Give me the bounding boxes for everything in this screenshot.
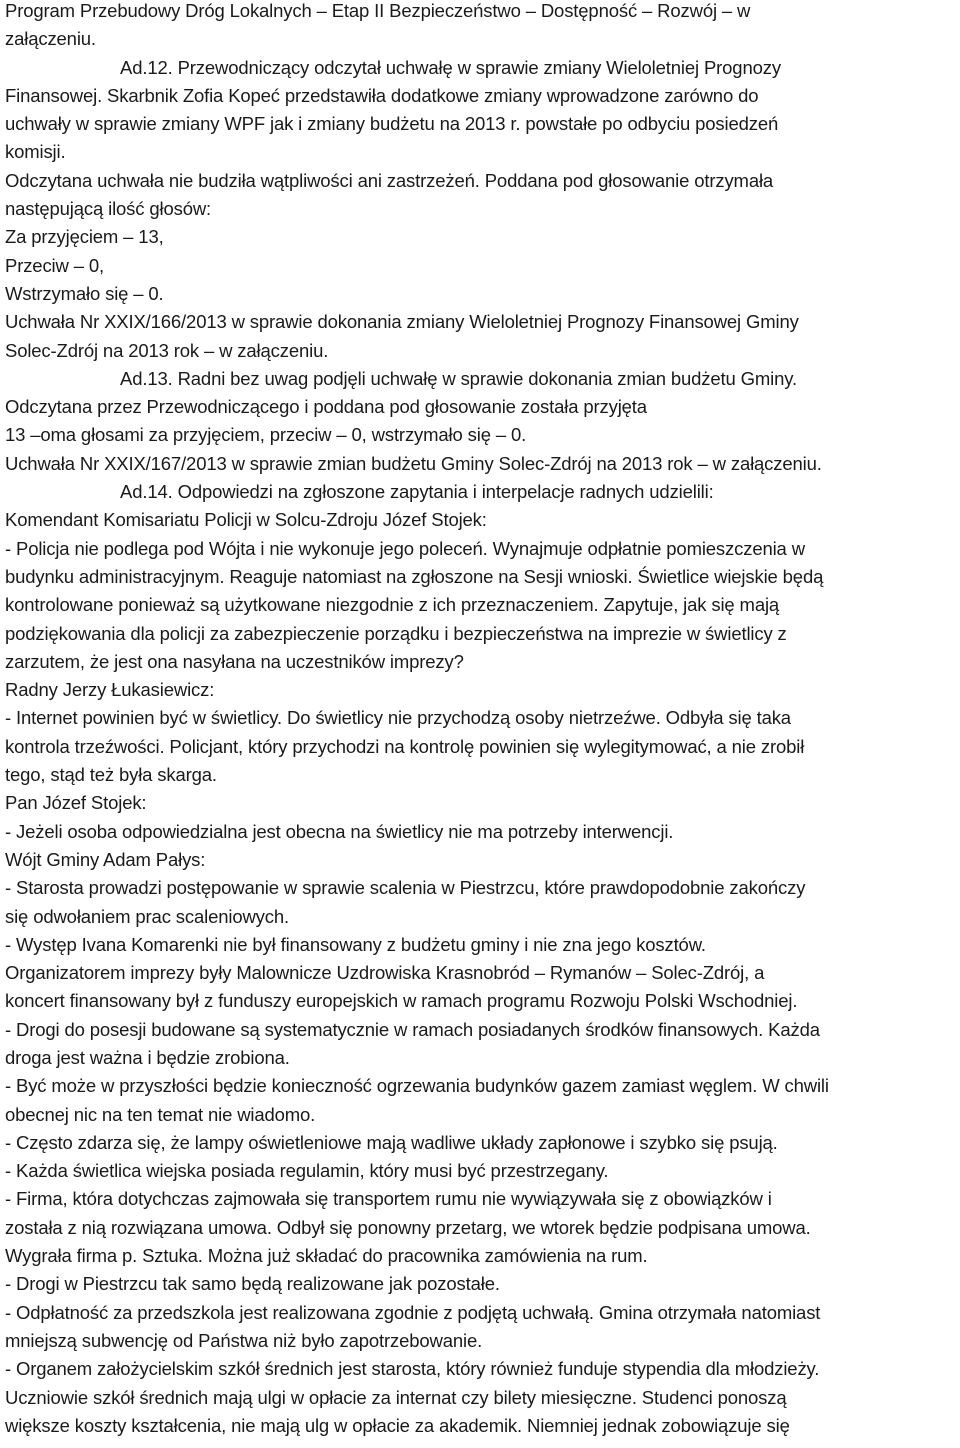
text-line: - Odpłatność za przedszkola jest realizowana zgodnie z podjętą uchwałą. Gmina otrzymała natomiast [5,1301,821,1323]
text-line: uchwały w sprawie zmiany WPF jak i zmiany budżetu na 2013 r. powstałe po odbyciu posiedzeń [5,113,779,135]
text-line: obecnej nic na ten temat nie wiadomo. [5,1103,316,1125]
text-line: Pan Józef Stojek: [5,792,147,814]
text-line: Solec-Zdrój na 2013 rok – w załączeniu. [5,339,329,361]
document-body [5,0,954,1440]
text-line: - Występ Ivana Komarenki nie był finansowany z budżetu gminy i nie zna jego kosztów. [5,933,706,955]
text-line: komisji. [5,141,66,163]
text-line: - Drogi do posesji budowane są systematycznie w ramach posiadanych środków finansowych. Każda [5,1018,820,1040]
text-line: większe koszty kształcenia, nie mają ulg w opłacie za akademik. Niemniej jednak zobowiązuje się [5,1414,790,1436]
text-line: Uchwała Nr XXIX/167/2013 w sprawie zmian budżetu Gminy Solec-Zdrój na 2013 rok – w załączeniu. [5,452,822,474]
text-line: kontrola trzeźwości. Policjant, który przychodzi na kontrolę powinien się wylegitymować, a nie zrobił [5,735,805,757]
text-line: - Starosta prowadzi postępowanie w sprawie scalenia w Piestrzcu, które prawdopodobnie zakończy [5,877,806,899]
text-line: Odczytana uchwała nie budziła wątpliwości ani zastrzeżeń. Poddana pod głosowanie otrzymała [5,169,774,191]
text-line: - Jeżeli osoba odpowiedzialna jest obecna na świetlicy nie ma potrzeby interwencji. [5,820,674,842]
text-line: Ad.14. Odpowiedzi na zgłoszone zapytania i interpelacje radnych udzielili: [120,481,714,503]
text-line: podziękowania dla policji za zabezpieczenie porządku i bezpieczeństwa na imprezie w świetlicy z [5,622,787,644]
text-line: koncert finansowany był z funduszy europejskich w ramach programu Rozwoju Polski Wschodniej. [5,990,798,1012]
text-line: tego, stąd też była skarga. [5,764,217,786]
text-line: kontrolowane ponieważ są użytkowane niezgodnie z ich przeznaczeniem. Zapytuje, jak się mają [5,594,780,616]
text-line: budynku administracyjnym. Reaguje natomiast na zgłoszone na Sesji wnioski. Świetlice wiejskie będą [5,565,824,587]
text-line: 13 –oma głosami za przyjęciem, przeciw – 0, wstrzymało się – 0. [5,424,527,446]
text-line: Za przyjęciem – 13, [5,226,164,248]
text-line: Program Przebudowy Dróg Lokalnych – Etap II Bezpieczeństwo – Dostępność – Rozwój – w [5,0,751,21]
text-line: Ad.12. Przewodniczący odczytał uchwałę w sprawie zmiany Wieloletniej Prognozy [120,56,781,78]
text-line: załączeniu. [5,28,96,50]
text-line: - Każda świetlica wiejska posiada regulamin, który musi być przestrzegany. [5,1160,609,1182]
text-line: Wstrzymało się – 0. [5,282,164,304]
text-line: się odwołaniem prac scaleniowych. [5,905,289,927]
text-line: Radny Jerzy Łukasiewicz: [5,679,215,701]
text-line: mniejszą subwencję od Państwa niż było zapotrzebowanie. [5,1329,483,1351]
text-line: Komendant Komisariatu Policji w Solcu-Zdroju Józef Stojek: [5,509,487,531]
text-line: zarzutem, że jest ona nasyłana na uczestników imprezy? [5,650,464,672]
text-line: - Internet powinien być w świetlicy. Do świetlicy nie przychodzą osoby nietrzeźwe. Odbyła się taka [5,707,791,729]
text-line: Uchwała Nr XXIX/166/2013 w sprawie dokonania zmiany Wieloletniej Prognozy Finansowej Gminy [5,311,799,333]
text-line: - Firma, która dotychczas zajmowała się transportem rumu nie wywiązywała się z obowiązków i [5,1188,772,1210]
text-line: Wygrała firma p. Sztuka. Można już składać do pracownika zamówienia na rum. [5,1245,648,1267]
text-line: Finansowej. Skarbnik Zofia Kopeć przedstawiła dodatkowe zmiany wprowadzone zarówno do [5,84,759,106]
text-line: - Być może w przyszłości będzie konieczność ogrzewania budynków gazem zamiast węglem. W chwili [5,1075,829,1097]
text-line: Odczytana przez Przewodniczącego i poddana pod głosowanie została przyjęta [5,396,647,418]
text-line: - Drogi w Piestrzcu tak samo będą realizowane jak pozostałe. [5,1273,500,1295]
text-line: - Policja nie podlega pod Wójta i nie wykonuje jego poleceń. Wynajmuje odpłatnie pomieszczenia w [5,537,805,559]
text-line: Ad.13. Radni bez uwag podjęli uchwałę w sprawie dokonania zmian budżetu Gminy. [120,367,797,389]
text-line: Przeciw – 0, [5,254,104,276]
text-line: Organizatorem imprezy były Malownicze Uzdrowiska Krasnobród – Rymanów – Solec-Zdrój, a [5,962,765,984]
text-line: Wójt Gminy Adam Pałys: [5,848,206,870]
text-line: została z nią rozwiązana umowa. Odbył się ponowny przetarg, we wtorek będzie podpisana umowa. [5,1216,811,1238]
text-line: Uczniowie szkół średnich mają ulgi w opłacie za internat czy bilety miesięczne. Studenci ponoszą [5,1386,787,1408]
text-line: droga jest ważna i będzie zrobiona. [5,1046,290,1068]
text-line: następującą ilość głosów: [5,198,212,220]
text-line: - Organem założycielskim szkół średnich jest starosta, który również funduje stypendia dla młodzieży. [5,1358,820,1380]
text-line: - Często zdarza się, że lampy oświetleniowe mają wadliwe układy zapłonowe i szybko się psują. [5,1131,778,1153]
